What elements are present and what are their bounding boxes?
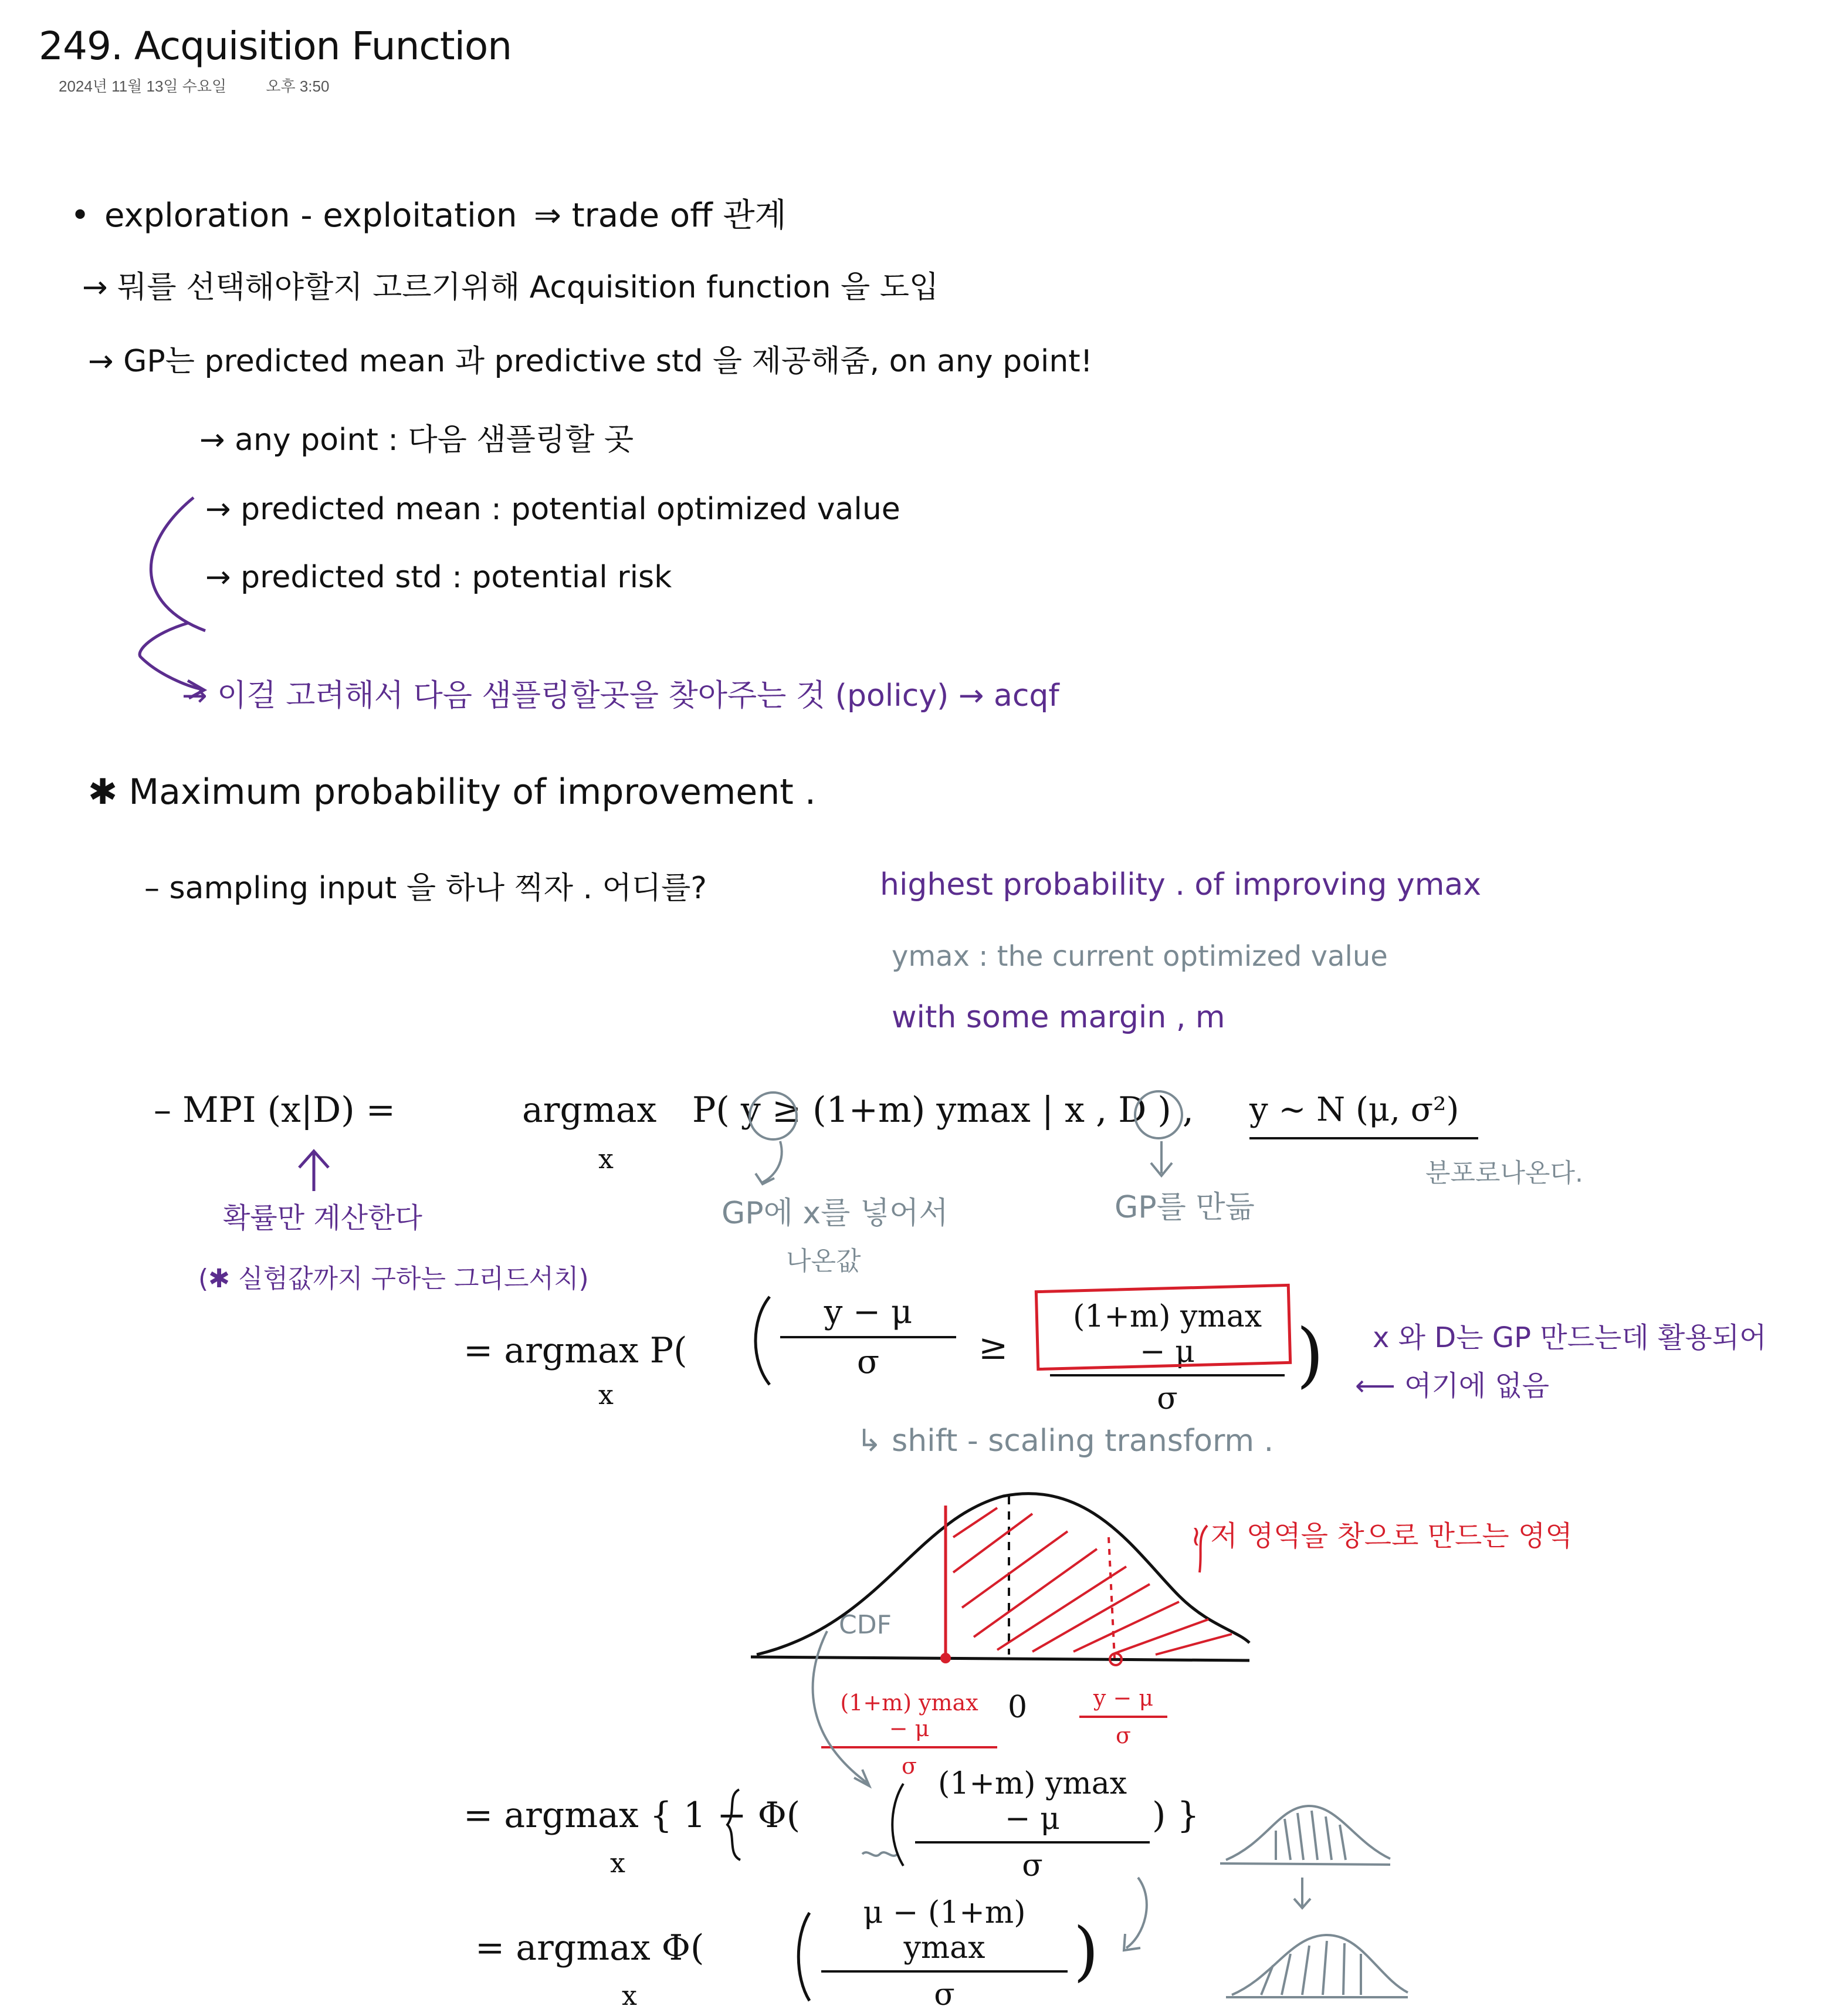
gray-squiggle (862, 1852, 897, 1856)
note-predicted-std: → predicted std : potential risk (205, 560, 672, 595)
eq1-argmax-subscript: x (598, 1143, 614, 1175)
label-cdf: CDF (839, 1610, 892, 1640)
note-predicted-mean: → predicted mean : potential optimized value (205, 492, 900, 527)
note-prob-only: 확률만 계산한다 (223, 1202, 422, 1234)
eq4-numerator: μ − (1+m) ymax (821, 1895, 1068, 1973)
gray-arrow-y (756, 1141, 782, 1184)
eq1-distribution: y ~ N (μ, σ²) (1249, 1091, 1459, 1129)
eq2-open-paren (756, 1297, 770, 1385)
gray-cdf-arrow (813, 1631, 869, 1786)
eq2-ge: ≥ (978, 1327, 1008, 1368)
eq2-prefix: = argmax P( (463, 1330, 687, 1371)
gray-circle-d (1135, 1091, 1182, 1138)
bell-y-line (1109, 1537, 1115, 1658)
eq4-suffix: ) (1073, 1913, 1099, 1988)
axis-standardized-numerator: y − μ (1079, 1685, 1167, 1718)
eq3-prefix: = argmax { 1 − Φ( (463, 1795, 801, 1836)
red-box-threshold (1036, 1285, 1290, 1369)
purple-bracket-arrow (140, 623, 202, 689)
section-heading-mpi: ✱ Maximum probability of improvement . (88, 772, 816, 813)
eq4-prefix: = argmax Φ( (475, 1927, 704, 1968)
note-exploration: exploration - exploitation (104, 197, 517, 235)
note-x-d-used: x 와 D는 GP 만드는데 활용되어 (1373, 1321, 1767, 1354)
note-sampling-input: – sampling input 을 하나 찍자 . 어디를? (144, 871, 707, 906)
bell-hatching (953, 1508, 1232, 1655)
eq4-denominator: σ (934, 1977, 955, 2012)
eq4-open-paren (798, 1913, 809, 2001)
page-title: 249. Acquisition Function (39, 23, 512, 69)
note-gp-input-y: GP에 x를 넣어서 (722, 1196, 949, 1231)
eq3-denominator: σ (1022, 1848, 1043, 1883)
note-margin: with some margin , m (892, 1000, 1225, 1035)
note-distribution: 분포로나온다. (1425, 1158, 1584, 1188)
note-gp-build: GP를 만듦 (1115, 1190, 1255, 1225)
note-shift-scaling: ↳ shift - scaling transform . (856, 1423, 1274, 1459)
small-bell-bottom (1226, 1935, 1408, 1997)
bullet-dot: • (70, 197, 90, 235)
note-acqf-intro: → 뭐를 선택해야할지 고르기위해 Acquisition function 을 도입 (82, 270, 939, 305)
eq2-threshold-numerator: (1+m) ymax − μ (1050, 1299, 1285, 1376)
axis-threshold-denominator: σ (902, 1753, 917, 1779)
gray-curved-arrow (1124, 1878, 1147, 1950)
eq3-numerator: (1+m) ymax − μ (915, 1766, 1150, 1844)
eq2-threshold-denominator: σ (1157, 1381, 1178, 1416)
note-highest-probability: highest probability . of improving ymax (880, 867, 1481, 902)
gray-circle-y (750, 1092, 797, 1139)
eq1-body: P( y ≥ (1+m) ymax | x , D ) , (692, 1090, 1194, 1131)
eq3-open-brace (727, 1790, 740, 1860)
note-policy: → 이걸 고려해서 다음 샘플링할곳을 찾아주는 것 (policy) → acqf (182, 678, 1059, 713)
page-time: 오후 3:50 (266, 77, 330, 95)
eq3-argmax-subscript: x (610, 1847, 625, 1879)
eq1-lhs: – MPI (x|D) = (154, 1090, 395, 1131)
axis-threshold-numerator: (1+m) ymax − μ (821, 1690, 997, 1748)
eq2-numerator: y − μ (780, 1293, 956, 1338)
eq2-denominator: σ (856, 1343, 880, 1381)
small-down-arrow (1294, 1878, 1310, 1908)
eq2-close-paren: ) (1296, 1314, 1324, 1396)
eq1-argmax: argmax (522, 1090, 657, 1131)
note-not-here: ⟵ 여기에 없음 (1355, 1369, 1550, 1402)
eq3-suffix: ) } (1152, 1795, 1200, 1836)
note-any-point: → any point : 다음 샘플링할 곳 (199, 422, 634, 458)
page-date: 2024년 11월 13일 수요일 (59, 77, 227, 95)
purple-up-arrow (299, 1151, 328, 1191)
bell-axis (751, 1657, 1249, 1660)
small-bell-top (1220, 1806, 1390, 1865)
eq2-argmax-subscript: x (598, 1379, 614, 1410)
gray-arrow-d (1151, 1141, 1172, 1176)
note-tradeoff: ⇒ trade off 관계 (534, 197, 787, 235)
axis-standardized-denominator: σ (1116, 1723, 1131, 1748)
note-ymax-definition: ymax : the current optimized value (892, 940, 1388, 973)
note-grid-search: (✱ 실험값까지 구하는 그리드서치) (198, 1264, 589, 1294)
purple-bracket (151, 498, 205, 631)
note-area-region: ≀ 저 영역을 창으로 만드는 영역 (1191, 1520, 1573, 1552)
red-bracket (1200, 1525, 1207, 1572)
axis-label-zero: 0 (1008, 1690, 1028, 1725)
eq3-open-paren (892, 1784, 903, 1866)
purple-bracket-arrowhead (188, 681, 204, 698)
bell-threshold-dot (940, 1653, 951, 1663)
eq4-argmax-subscript: x (622, 1980, 637, 2011)
note-gp-provides: → GP는 predicted mean 과 predictive std 을 제공해줌, on any point! (88, 344, 1093, 379)
note-gp-output: 나온값 (786, 1246, 861, 1276)
